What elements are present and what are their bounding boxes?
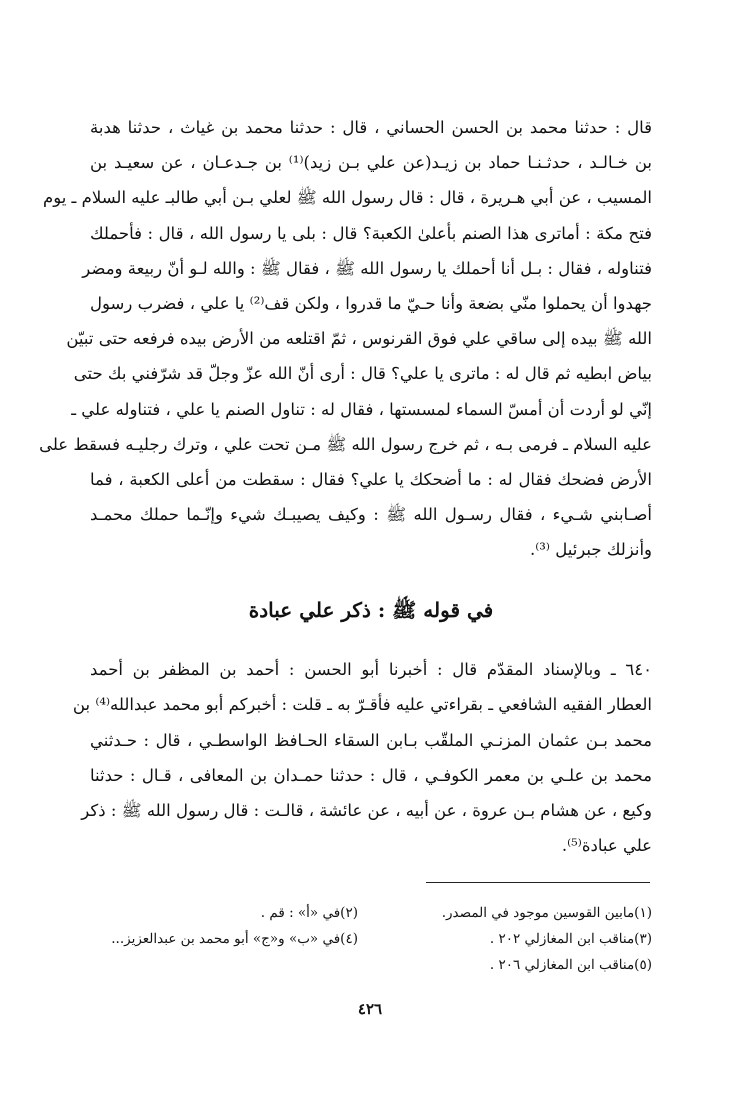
footnote-row — [90, 952, 652, 978]
footnote-2: (٢)في «أ» : قم . — [260, 905, 358, 921]
text-line: بن خـالـد ، حدثـنـا حماد بن زيـد(عن علي بـن زيد)⁽¹⁾ بن جـدعـان ، عن سعيـد بن — [90, 153, 652, 173]
text-line: عليه السلام ـ فرمى بـه ، ثم خرج رسول الله ﷺ مـن تحت علي ، وترك رجليـه فسقط على — [39, 434, 652, 454]
text-line: الأرض فضحك فقال له : ما أضحكك يا علي؟ فقال : سقطت من أعلى الكعبة ، فما — [90, 469, 652, 489]
footnotes — [90, 900, 652, 978]
text-line: إنّي لو أردت أن أمسّ السماء لمسستها ، فقال له : تناول الصنم يا علي ، فتناوله علي ـ — [71, 399, 652, 419]
text-line: العطار الفقيه الشافعي ـ بقراءتي عليه فأقـرّ به ـ قلت : أخبركم أبو محمد عبدالله⁽⁴⁾ بن — [72, 695, 652, 715]
hadith-entry-640 — [72, 652, 652, 864]
text-line: الله ﷺ بيده إلى ساقي علي فوق القرنوس ، ثمّ اقتلعه من الأرض بيده فرفعه حتى تبيّن — [66, 329, 652, 349]
text-line: وكيع ، عن هشام بـن عروة ، عن أبيه ، عن عائشة ، قالـت : قال رسول الله ﷺ : ذكر — [81, 801, 652, 821]
section-heading: في قوله ﷺ : ذكر علي عبادة — [248, 598, 494, 622]
main-text — [39, 110, 652, 567]
text-line: المسيب ، عن أبي هـريرة ، قال : قال رسول الله ﷺ لعلي بـن أبي طالبـ عليه السلام ـ يوم — [42, 188, 652, 208]
text-line: أصـابني شـيء ، فقال رسـول الله ﷺ : وكيف يصيبـك شيء وإنّـما حملك محمـد — [90, 505, 652, 525]
footnote-row — [90, 926, 652, 952]
text-line: محمد بن علـي بن معمر الكوفـي ، قال : حدثنا حمـدان بن المعافى ، قـال : حدثنا — [90, 765, 652, 785]
footnote-5: (٥)مناقب ابن المغازلي ٢٠٦ . — [489, 957, 652, 973]
text-line: علي عبادة⁽⁵⁾. — [561, 836, 652, 856]
text-line: بياض ابطيه ثم قال له : ماترى يا علي؟ قال : أرى أنّ الله عزّ وجلّ قد شرّفني بك حتى — [73, 364, 652, 384]
footnote-3: (٣)مناقب ابن المغازلي ٢٠٢ . — [489, 931, 652, 947]
footnote-1: (١)مابين القوسين موجود في المصدر. — [441, 905, 652, 921]
text-line: فتح مكة : أماترى هذا الصنم بأعلىٰ الكعبة؟ قال : بلى يا رسول الله ، قال : فأحملك — [90, 223, 652, 243]
text-line: قال : حدثنا محمد بن الحسن الحساني ، قال : حدثنا محمد بن غياث ، حدثنا هدبة — [90, 118, 652, 137]
text-line: فتناوله ، فقال : بـل أنا أحملك يا رسول الله ﷺ ، فقال ﷺ : والله لـو أنّ ربيعة ومضر — [82, 258, 652, 278]
footnote-divider — [426, 882, 650, 883]
text-line: محمد بـن عثمان المزنـي الملقّب بـابن السقاء الحـافظ الواسطـي ، قال : حـدثني — [90, 730, 652, 750]
text-line: جهدوا أن يحملوا منّي بضعة وأنا حـيّ ما قدروا ، ولكن قف⁽²⁾ يا علي ، فضرب رسول — [90, 293, 652, 313]
text-line: ٦٤٠ ـ وبالإسناد المقدّم قال : أخبرنا أبو الحسن : أحمد بن المظفر بن أحمد — [90, 660, 652, 679]
text-line: وأنزلك جبرئيل ⁽³⁾. — [529, 540, 652, 560]
footnote-row — [90, 900, 652, 926]
footnote-4: (٤)في «ب» و«ج» أبو محمد بن عبدالعزيز... — [111, 931, 358, 947]
page-number: ٤٢٦ — [357, 1000, 383, 1018]
